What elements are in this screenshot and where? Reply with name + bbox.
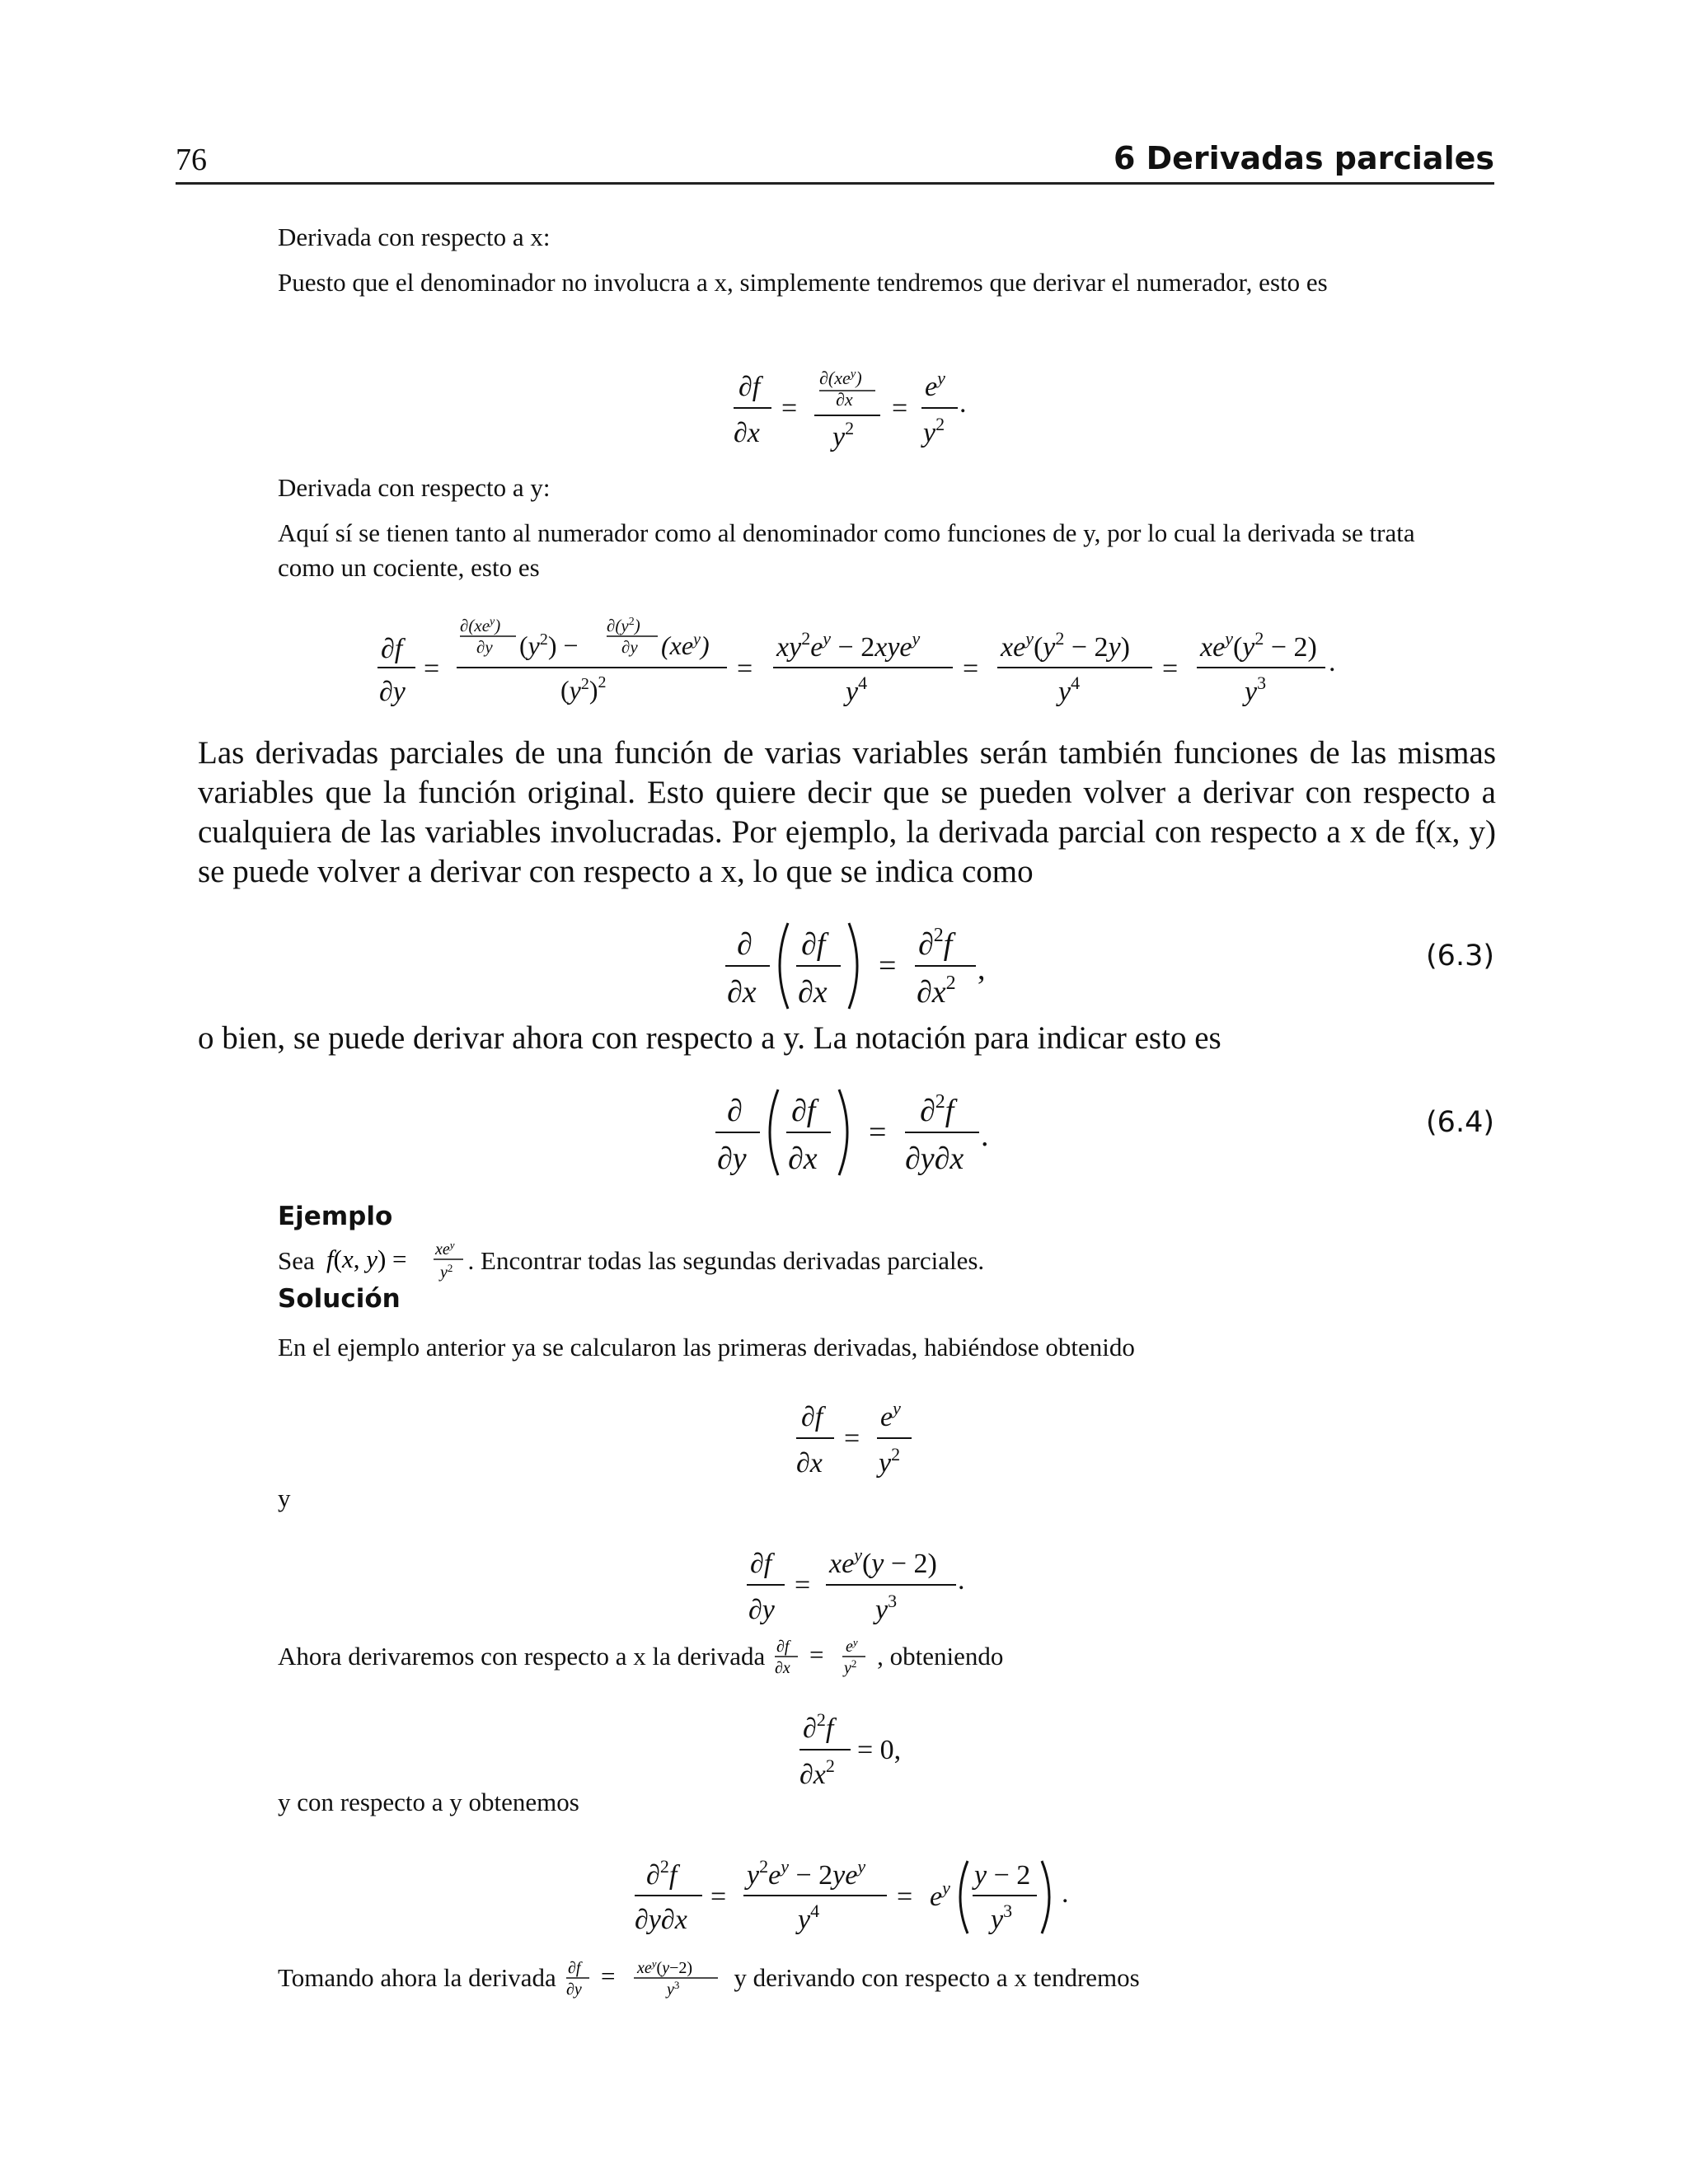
svg-text:∂(y2): $\partial(y^2)$ xyxy=(607,616,640,635)
svg-text:.: . xyxy=(1062,1878,1069,1909)
svg-text:y2: $y^2$ xyxy=(844,1657,857,1677)
svg-text:∂x2: $\partial x^2$ xyxy=(917,972,956,1010)
example-statement xyxy=(278,1239,985,1282)
heading-derivative-y: Derivada con respecto a y: xyxy=(278,473,551,502)
svg-text:=: = xyxy=(809,1640,824,1669)
solution-text: En el ejemplo anterior ya se calcularon las primeras derivadas, habiéndose obtenido xyxy=(278,1333,1135,1361)
svg-text:∂(xey): $\partial(xe^y)$ xyxy=(819,368,862,388)
svg-text:=: = xyxy=(844,1423,860,1454)
derive-y-statement: y con respecto a y obtenemos xyxy=(278,1788,579,1816)
heading-derivative-x: Derivada con respecto a x: xyxy=(278,223,551,251)
svg-text:∂y: ∂y xyxy=(621,637,638,657)
equation-df-dx-first xyxy=(734,363,981,453)
notation-text: o bien, se puede derivar ahora con respecto a y. La notación para indicar esto es xyxy=(198,1020,1221,1056)
svg-text:y4: $y^4$ xyxy=(1058,673,1081,707)
equation-d2f-dx2-zero xyxy=(799,1704,915,1795)
conjunction-y: y xyxy=(278,1483,291,1512)
equation-df-dy-result xyxy=(747,1540,969,1630)
svg-text:=: = xyxy=(879,949,897,983)
svg-text:.: . xyxy=(1329,647,1336,677)
svg-text:xy2ey − 2xyey: $xy^2e^y - 2xye^y$ xyxy=(776,628,921,663)
svg-text:ey: $e^y$ xyxy=(880,1398,901,1432)
svg-text:∂2f: ∂$^2$f xyxy=(803,1709,834,1744)
svg-text:,: , xyxy=(978,952,986,987)
svg-text:∂: ∂ xyxy=(727,1094,743,1128)
svg-text:xey(y − 2): $xe^y(y - 2)$ xyxy=(829,1544,937,1579)
taking-derivative-statement xyxy=(278,1957,1140,1999)
svg-text:xey(y2 − 2y): $xe^y(y^2 - 2y)$ xyxy=(1001,628,1130,663)
svg-text:y4: $y^4$ xyxy=(798,1900,820,1935)
svg-text:y3: $y^3$ xyxy=(666,1979,679,1999)
equation-df-dy-quotient xyxy=(377,616,1342,707)
svg-text:∂f: ∂f xyxy=(776,1638,790,1656)
derive-x-prefix: Ahora derivaremos con respecto a x la derivada xyxy=(278,1642,766,1671)
svg-text:y2: $y^2$ xyxy=(923,414,945,448)
example-function-definition xyxy=(321,1239,468,1282)
equation-6-4 xyxy=(715,1080,1012,1187)
inline-df-dy-fraction xyxy=(563,1957,728,1999)
svg-text:∂x: ∂x xyxy=(734,418,760,448)
taking-suffix: y derivando con respecto a x tendremos xyxy=(734,1963,1140,1992)
page-number: 76 xyxy=(176,143,207,177)
svg-text:∂f: ∂f xyxy=(750,1549,772,1579)
svg-text:=: = xyxy=(897,1882,913,1912)
svg-text:ey: $e^y$ xyxy=(846,1636,858,1656)
equation-df-dx-result xyxy=(796,1393,912,1483)
svg-text:f(x, y) =: f(x, y) = xyxy=(326,1244,407,1273)
svg-text:.: . xyxy=(958,1565,965,1596)
svg-text:=: = xyxy=(795,1570,811,1601)
svg-text:=: = xyxy=(963,654,979,684)
svg-text:∂(xey): $\partial(xe^y)$ xyxy=(460,616,501,635)
svg-text:y2ey − 2yey: $y^2e^y - 2ye^y$ xyxy=(747,1856,866,1891)
svg-text:=: = xyxy=(424,654,440,684)
example-label: Ejemplo xyxy=(278,1202,393,1231)
svg-text:.: . xyxy=(981,1118,989,1153)
svg-text:xey(y2 − 2): $xe^y(y^2 - 2)$ xyxy=(1200,628,1317,663)
svg-text:∂y: ∂y xyxy=(565,1980,582,1999)
svg-text:=: = xyxy=(710,1882,727,1912)
svg-text:∂y: ∂y xyxy=(476,637,493,657)
svg-text:∂x: ∂x xyxy=(796,1448,823,1479)
svg-text:ey: $e^y$ xyxy=(925,368,945,402)
svg-text:∂x: ∂x xyxy=(727,975,757,1010)
svg-text:(y2) −: $(y^2)$ − xyxy=(519,630,579,660)
svg-text:∂2f: ∂$^2$f xyxy=(918,925,953,962)
svg-text:∂x: ∂x xyxy=(775,1659,790,1677)
equation-d2f-dydx xyxy=(635,1843,1080,1950)
svg-text:y4: $y^4$ xyxy=(846,673,868,707)
svg-text:∂2f: ∂$^2$f xyxy=(646,1856,678,1891)
equation-number-6-3: (6.3) xyxy=(1426,940,1494,972)
example-sea: Sea xyxy=(278,1246,315,1275)
svg-text:∂x: ∂x xyxy=(836,389,853,410)
text-derivative-x: Puesto que el denominador no involucra a x, simplemente tendremos que derivar el numerador, esto es xyxy=(278,268,1328,297)
taking-prefix: Tomando ahora la derivada xyxy=(278,1963,556,1992)
equation-6-3 xyxy=(725,913,1006,1020)
svg-text:y2: $y^2$ xyxy=(832,418,855,452)
svg-text:∂x2: $\partial x^2$ xyxy=(799,1755,835,1790)
svg-text:∂: ∂ xyxy=(737,927,753,962)
svg-text:∂f: ∂f xyxy=(791,1094,816,1128)
svg-text:=: = xyxy=(892,393,908,424)
header-rule xyxy=(176,182,1494,185)
solution-label: Solución xyxy=(278,1284,401,1314)
main-paragraph: Las derivadas parciales de una función de varias variables serán también funciones de las mismas variables que la función original. Esto quiere decir que se pueden volver a derivar con respecto a cualquiera de las variables involucradas. Por ejemplo, la derivada parcial con respecto a x de f(x, y) se puede volver a derivar con respecto a x, lo que se indica como xyxy=(198,735,1496,889)
svg-text:=: = xyxy=(600,1961,616,1990)
text-derivative-y: Aquí sí se tienen tanto al numerador como al denominador como funciones de y, por lo cual la derivada se trata como un cociente, esto es xyxy=(278,518,1415,582)
svg-text:xey: $xe^y$ xyxy=(434,1239,455,1258)
svg-text:= 0,: = 0, xyxy=(857,1735,902,1765)
svg-text:.: . xyxy=(959,388,967,419)
svg-text:y3: $y^3$ xyxy=(991,1900,1013,1935)
svg-text:∂x: ∂x xyxy=(798,975,828,1010)
svg-text:∂y: ∂y xyxy=(379,677,406,707)
svg-text:=: = xyxy=(869,1115,887,1150)
svg-text:y3: $y^3$ xyxy=(1245,673,1267,707)
svg-text:∂f: ∂f xyxy=(738,372,761,402)
svg-text:∂y: ∂y xyxy=(748,1595,775,1625)
svg-text:∂f: ∂f xyxy=(567,1959,581,1977)
svg-text:=: = xyxy=(781,393,798,424)
svg-text:=: = xyxy=(1162,654,1179,684)
svg-text:∂y∂x: ∂y∂x xyxy=(635,1905,687,1935)
svg-text:∂f: ∂f xyxy=(381,634,403,664)
svg-text:y2: $y^2$ xyxy=(439,1262,452,1282)
svg-text:∂y∂x: ∂y∂x xyxy=(905,1141,964,1176)
svg-text:y2: $y^2$ xyxy=(879,1444,901,1479)
inline-df-dx-fraction xyxy=(771,1638,877,1676)
svg-text:(y2)2: $(y^2)^2$ xyxy=(560,673,607,705)
derive-x-statement xyxy=(278,1638,1003,1676)
svg-text:∂y: ∂y xyxy=(717,1141,747,1176)
svg-text:∂x: ∂x xyxy=(788,1141,818,1176)
chapter-title: 6 Derivadas parciales xyxy=(1113,140,1494,176)
svg-text:xey(y−2): $xe^y(y-2)$ xyxy=(636,1957,692,1977)
equation-number-6-4: (6.4) xyxy=(1426,1106,1494,1139)
derive-x-suffix: , obteniendo xyxy=(877,1642,1004,1671)
svg-text:∂2f: ∂$^2$f xyxy=(920,1091,954,1128)
svg-text:y3: $y^3$ xyxy=(875,1591,898,1625)
svg-text:(xey): $(xe^y)$ xyxy=(661,630,710,660)
svg-text:∂f: ∂f xyxy=(801,927,826,962)
svg-text:∂f: ∂f xyxy=(801,1402,823,1432)
svg-text:y − 2: y − 2 xyxy=(974,1860,1031,1891)
svg-text:=: = xyxy=(737,654,753,684)
svg-text:ey: $e^y$ xyxy=(930,1877,950,1912)
example-statement-rest: . Encontrar todas las segundas derivadas parciales. xyxy=(467,1246,985,1275)
